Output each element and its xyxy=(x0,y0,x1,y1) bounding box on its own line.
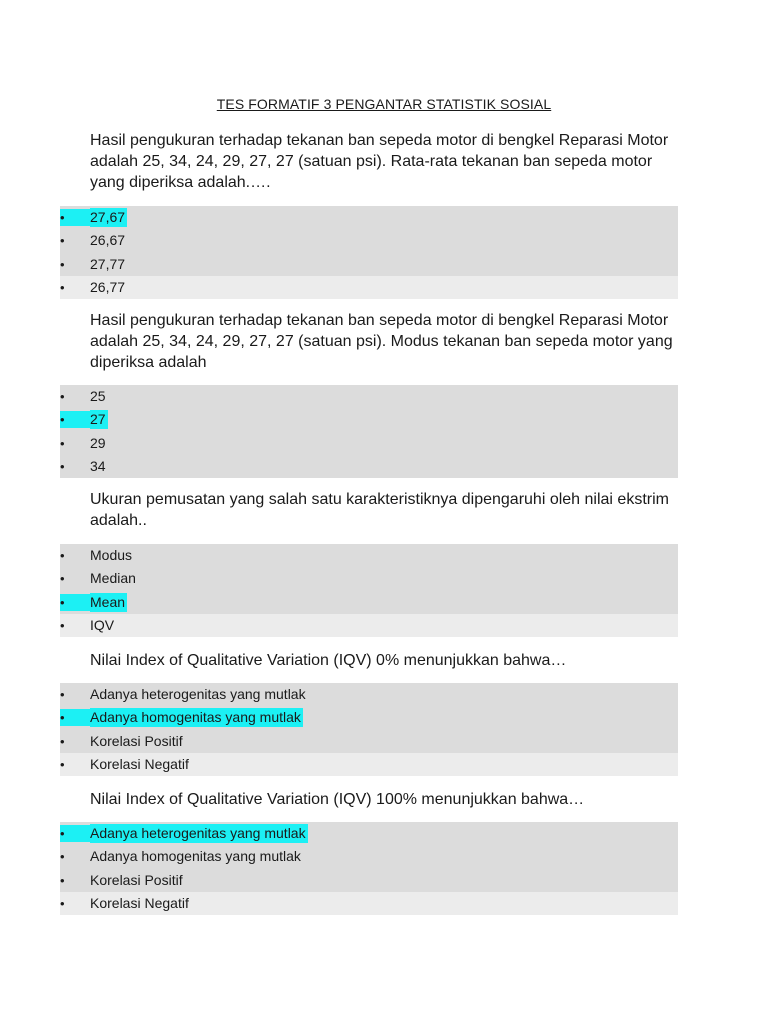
bullet-icon: • xyxy=(60,895,65,911)
option-item[interactable] xyxy=(60,845,678,868)
option-item[interactable] xyxy=(60,730,678,753)
question-4-text: Nilai Index of Qualitative Variation (IQV) 0% menunjukkan bahwa… xyxy=(90,652,567,669)
bullet-icon: • xyxy=(60,435,65,451)
option-item[interactable] xyxy=(60,614,678,637)
option-item[interactable] xyxy=(60,544,678,567)
option-label: Adanya heterogenitas yang mutlak xyxy=(90,686,306,702)
option-label: 29 xyxy=(90,434,106,451)
option-label: Korelasi Negatif xyxy=(90,894,189,911)
bullet-icon: • xyxy=(60,733,65,749)
option-item[interactable] xyxy=(60,869,678,892)
option-item[interactable] xyxy=(60,253,678,276)
option-item[interactable] xyxy=(60,432,678,455)
option-label: Adanya homogenitas yang mutlak xyxy=(90,848,301,865)
question-4-options xyxy=(60,683,678,776)
bullet-icon: • xyxy=(60,412,65,428)
option-label: 27 xyxy=(90,411,106,428)
bullet-icon: • xyxy=(60,710,65,726)
question-5-options xyxy=(60,822,678,915)
option-label: 25 xyxy=(90,388,106,404)
question-2-text: Hasil pengukuran terhadap tekanan ban sepeda motor di bengkel Reparasi Motor adalah 25, 34, 24, 29, 27, 27 (satuan psi). Modus tekanan ban sepeda motor yang diperiksa adalah xyxy=(90,312,673,371)
option-label: Median xyxy=(90,570,136,587)
option-label: Adanya heterogenitas yang mutlak xyxy=(90,825,306,841)
option-item[interactable] xyxy=(60,753,678,776)
question-3-options xyxy=(60,544,678,637)
option-item[interactable] xyxy=(60,706,678,729)
question-1-options xyxy=(60,206,678,299)
option-label: Korelasi Negatif xyxy=(90,755,189,772)
option-label: 27,77 xyxy=(90,255,126,272)
bullet-icon: • xyxy=(60,826,65,841)
option-item[interactable] xyxy=(60,567,678,590)
bullet-icon: • xyxy=(60,756,65,772)
bullet-icon: • xyxy=(60,210,65,225)
option-label: Korelasi Positif xyxy=(90,871,183,888)
bullet-icon: • xyxy=(60,849,65,865)
option-item[interactable] xyxy=(60,683,678,706)
option-item[interactable] xyxy=(60,206,678,229)
option-label: Korelasi Positif xyxy=(90,732,183,749)
option-label: 26,77 xyxy=(90,278,126,295)
bullet-icon: • xyxy=(60,594,65,610)
option-label: Adanya homogenitas yang mutlak xyxy=(90,709,301,726)
option-item[interactable] xyxy=(60,229,678,252)
bullet-icon: • xyxy=(60,389,65,404)
option-label: 27,67 xyxy=(90,209,126,225)
option-item[interactable] xyxy=(60,892,678,915)
question-2-options xyxy=(60,385,678,478)
option-label: 26,67 xyxy=(90,232,126,249)
bullet-icon: • xyxy=(60,571,65,587)
bullet-icon: • xyxy=(60,279,65,295)
option-item[interactable] xyxy=(60,385,678,408)
bullet-icon: • xyxy=(60,458,65,474)
option-label: 34 xyxy=(90,457,106,474)
question-1-text: Hasil pengukuran terhadap tekanan ban sepeda motor di bengkel Reparasi Motor adalah 25, 34, 24, 29, 27, 27 (satuan psi). Rata-rata tekanan ban sepeda motor yang diperiksa adalah.…. xyxy=(90,132,669,191)
question-3-text: Ukuran pemusatan yang salah satu karakteristiknya dipengaruhi oleh nilai ekstrim adalah.. xyxy=(90,491,669,529)
option-item[interactable] xyxy=(60,276,678,299)
bullet-icon: • xyxy=(60,256,65,272)
option-item[interactable] xyxy=(60,822,678,845)
question-5-text: Nilai Index of Qualitative Variation (IQV) 100% menunjukkan bahwa… xyxy=(90,791,585,808)
bullet-icon: • xyxy=(60,687,65,702)
option-label: Modus xyxy=(90,547,133,563)
option-label: IQV xyxy=(90,616,115,633)
bullet-icon: • xyxy=(60,617,65,633)
bullet-icon: • xyxy=(60,233,65,249)
option-item[interactable] xyxy=(60,455,678,478)
bullet-icon: • xyxy=(60,548,65,563)
option-item[interactable] xyxy=(60,591,678,614)
document-title: TES FORMATIF 3 PENGANTAR STATISTIK SOSIAL xyxy=(216,96,552,112)
bullet-icon: • xyxy=(60,872,65,888)
option-item[interactable] xyxy=(60,408,678,431)
option-label: Mean xyxy=(90,593,126,610)
